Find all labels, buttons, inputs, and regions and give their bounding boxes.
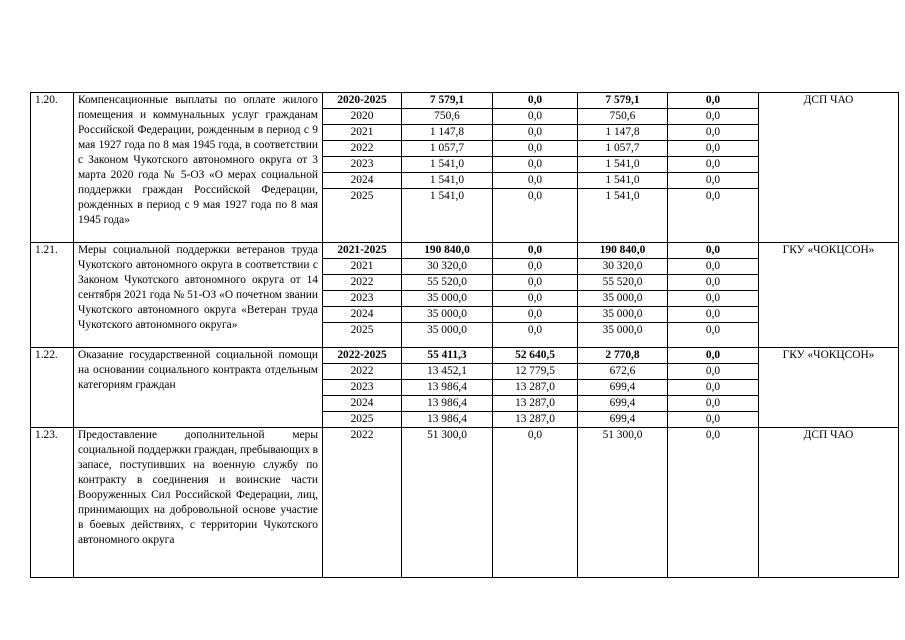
source-2-amount: 35 000,0 (578, 290, 667, 306)
source-1-amount: 0,0 (493, 124, 577, 140)
total-amount: 30 320,0 (402, 258, 492, 274)
year: 2020 (323, 108, 401, 124)
source-2-amount: 35 000,0 (578, 322, 667, 338)
source-3-amount: 0,0 (668, 274, 758, 290)
executor: ГКУ «ЧОКЦСОН» (782, 244, 875, 256)
year: 2022 (350, 429, 374, 441)
source-1-amount: 0,0 (493, 290, 577, 306)
measure-description: Предоставление дополнительной меры социальной поддержки граждан, пребывающих в запасе, поступивших на военную службу по контракту в соединения и воинские части Вооруженных Сил Российской Федерации, лиц, принимающих на добровольной основе участие в боевых действиях, с территории Чукотского автономного округа (78, 429, 318, 546)
measure-description: Меры социальной поддержки ветеранов труда Чукотского автономного округа в соответствии с Законом Чукотского автономного округа от 14 сентября 2021 года № 51-ОЗ «О почетном звании Чукотского автономного округа «Ветеран труда Чукотского автономного округа» (78, 244, 318, 331)
total-column-cell (402, 93, 493, 243)
total-amount: 1 147,8 (402, 124, 492, 140)
total-amount: 13 986,4 (402, 395, 492, 411)
row-number: 1.21. (31, 243, 74, 348)
c3-column-cell (668, 93, 759, 243)
source-2-amount: 7 579,1 (605, 94, 640, 106)
source-3-amount: 0,0 (668, 306, 758, 322)
total-amount: 55 520,0 (402, 274, 492, 290)
source-1-amount: 0,0 (493, 108, 577, 124)
measure-description: Оказание государственной социальной помощи на основании социального контракта отдельным категориям граждан (78, 349, 318, 391)
total-amount: 35 000,0 (402, 322, 492, 338)
year: 2021 (323, 124, 401, 140)
source-1-amount: 0,0 (493, 156, 577, 172)
table-row (31, 243, 899, 348)
source-1-amount: 0,0 (493, 322, 577, 338)
c1-column-cell (493, 348, 578, 428)
total-amount: 1 541,0 (402, 188, 492, 204)
budget-table (30, 92, 899, 578)
year: 2022 (323, 274, 401, 290)
source-2-amount: 190 840,0 (599, 244, 646, 256)
total-amount: 13 452,1 (402, 363, 492, 379)
measure-description-cell (74, 243, 323, 348)
source-3-amount: 0,0 (705, 349, 721, 361)
source-3-amount: 0,0 (668, 188, 758, 204)
source-3-amount: 0,0 (668, 322, 758, 338)
years-column-cell (323, 348, 402, 428)
source-2-amount: 1 541,0 (578, 188, 667, 204)
years-column-cell (323, 428, 402, 578)
row-number: 1.22. (31, 348, 74, 428)
year: 2024 (323, 306, 401, 322)
year: 2023 (323, 156, 401, 172)
source-3-amount: 0,0 (668, 258, 758, 274)
source-3-amount: 0,0 (668, 172, 758, 188)
total-amount: 1 057,7 (402, 140, 492, 156)
source-1-amount: 13 287,0 (493, 379, 577, 395)
c2-column-cell (578, 93, 668, 243)
years-column-cell (323, 243, 402, 348)
total-amount: 13 986,4 (402, 411, 492, 427)
executor-cell (759, 243, 899, 348)
c1-column-cell (493, 93, 578, 243)
total-amount: 35 000,0 (402, 306, 492, 322)
total-amount: 35 000,0 (402, 290, 492, 306)
measure-description: Компенсационные выплаты по оплате жилого помещения и коммунальных услуг гражданам Российской Федерации, рожденным в период с 9 мая 1927 года по 8 мая 1945 года, в соответствии с Законом Чукотского автономного округа от 3 марта 2020 года № 5-ОЗ «О мерах социальной поддержки граждан Российской Федерации, рожденных в период с 9 мая 1927 года по 8 мая 1945 года» (78, 94, 318, 226)
year: 2021 (323, 258, 401, 274)
source-1-amount: 13 287,0 (493, 395, 577, 411)
year: 2022 (323, 140, 401, 156)
source-2-amount: 750,6 (578, 108, 667, 124)
year: 2022-2025 (337, 349, 387, 361)
source-1-amount: 0,0 (493, 140, 577, 156)
measure-description-cell (74, 93, 323, 243)
source-2-amount: 1 057,7 (578, 140, 667, 156)
source-3-amount: 0,0 (668, 124, 758, 140)
year: 2025 (323, 188, 401, 204)
source-1-amount: 0,0 (527, 94, 543, 106)
source-2-amount: 672,6 (578, 363, 667, 379)
source-2-amount: 1 541,0 (578, 156, 667, 172)
years-column-cell (323, 93, 402, 243)
executor: ДСП ЧАО (803, 94, 854, 106)
source-1-amount: 0,0 (493, 258, 577, 274)
year: 2024 (323, 395, 401, 411)
measure-description-cell (74, 428, 323, 578)
source-1-amount: 52 640,5 (515, 349, 555, 361)
source-3-amount: 0,0 (705, 244, 721, 256)
total-column-cell (402, 428, 493, 578)
source-1-amount: 0,0 (527, 244, 543, 256)
source-2-amount: 55 520,0 (578, 274, 667, 290)
source-3-amount: 0,0 (668, 395, 758, 411)
source-2-amount: 30 320,0 (578, 258, 667, 274)
c2-column-cell (578, 348, 668, 428)
source-2-amount: 1 147,8 (578, 124, 667, 140)
total-amount: 7 579,1 (429, 94, 465, 106)
source-3-amount: 0,0 (705, 429, 721, 441)
source-1-amount: 0,0 (493, 274, 577, 290)
source-1-amount: 13 287,0 (493, 411, 577, 427)
c2-column-cell (578, 243, 668, 348)
year: 2021-2025 (337, 244, 387, 256)
executor-cell (759, 428, 899, 578)
c3-column-cell (668, 243, 759, 348)
source-2-amount: 699,4 (578, 411, 667, 427)
executor-cell (759, 93, 899, 243)
c1-column-cell (493, 243, 578, 348)
source-3-amount: 0,0 (668, 108, 758, 124)
executor-cell (759, 348, 899, 428)
row-number: 1.23. (31, 428, 74, 578)
source-2-amount: 699,4 (578, 379, 667, 395)
total-amount: 750,6 (402, 108, 492, 124)
source-3-amount: 0,0 (668, 379, 758, 395)
source-3-amount: 0,0 (668, 140, 758, 156)
source-1-amount: 0,0 (493, 306, 577, 322)
table-row (31, 428, 899, 578)
year: 2022 (323, 363, 401, 379)
source-1-amount: 0,0 (493, 188, 577, 204)
table-row (31, 93, 899, 243)
source-1-amount: 0,0 (527, 429, 543, 441)
source-2-amount: 1 541,0 (578, 172, 667, 188)
total-column-cell (402, 348, 493, 428)
total-column-cell (402, 243, 493, 348)
c3-column-cell (668, 348, 759, 428)
total-amount: 13 986,4 (402, 379, 492, 395)
executor: ГКУ «ЧОКЦСОН» (782, 349, 875, 361)
source-3-amount: 0,0 (668, 290, 758, 306)
year: 2025 (323, 322, 401, 338)
source-2-amount: 699,4 (578, 395, 667, 411)
source-1-amount: 12 779,5 (493, 363, 577, 379)
year: 2023 (323, 379, 401, 395)
c3-column-cell (668, 428, 759, 578)
source-3-amount: 0,0 (705, 94, 721, 106)
c2-column-cell (578, 428, 668, 578)
year: 2024 (323, 172, 401, 188)
source-1-amount: 0,0 (493, 172, 577, 188)
source-3-amount: 0,0 (668, 363, 758, 379)
source-2-amount: 2 770,8 (605, 349, 640, 361)
year: 2025 (323, 411, 401, 427)
row-number: 1.20. (31, 93, 74, 243)
source-3-amount: 0,0 (668, 411, 758, 427)
source-2-amount: 51 300,0 (602, 429, 643, 441)
source-2-amount: 35 000,0 (578, 306, 667, 322)
c1-column-cell (493, 428, 578, 578)
executor: ДСП ЧАО (803, 429, 854, 441)
total-amount: 1 541,0 (402, 156, 492, 172)
measure-description-cell (74, 348, 323, 428)
year: 2023 (323, 290, 401, 306)
table-row (31, 348, 899, 428)
total-amount: 51 300,0 (427, 429, 467, 441)
total-amount: 1 541,0 (402, 172, 492, 188)
year: 2020-2025 (337, 94, 387, 106)
source-3-amount: 0,0 (668, 156, 758, 172)
total-amount: 55 411,3 (427, 349, 467, 361)
total-amount: 190 840,0 (424, 244, 470, 256)
